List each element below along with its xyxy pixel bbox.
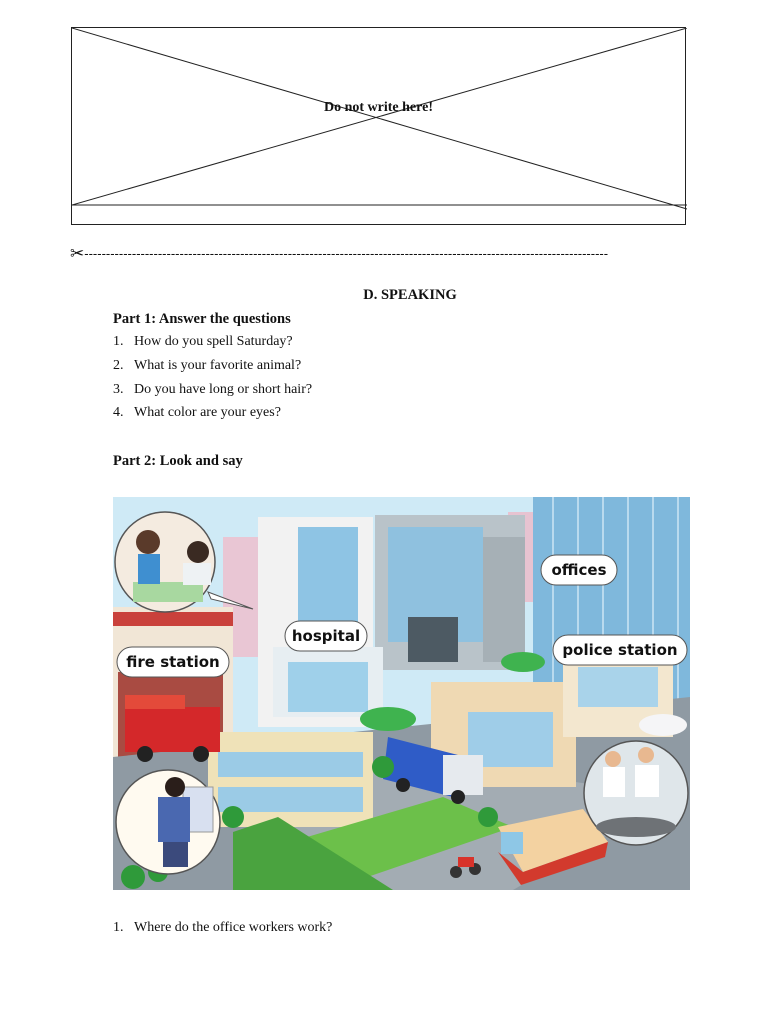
section-title: D. SPEAKING [363, 287, 457, 303]
question-number: 1. [113, 334, 124, 349]
question-number: 2. [113, 358, 124, 373]
question-text: Where do the office workers work? [134, 920, 333, 935]
label-police-station: police station [562, 641, 678, 659]
no-write-label: Do not write here! [324, 100, 433, 115]
part2-question [113, 920, 332, 936]
part1-title: Part 1: Answer the questions [113, 311, 291, 327]
part1-question [113, 334, 293, 350]
label-offices: offices [551, 561, 607, 579]
part1-question [113, 405, 281, 421]
cut-dashes: ------------------------------------------------------------------------------------------------------------------------- [84, 246, 609, 261]
question-text: What is your favorite animal? [134, 358, 302, 373]
part1-question [113, 358, 301, 374]
part1-question [113, 382, 312, 398]
question-number: 3. [113, 382, 124, 397]
scissors-icon: ✂ [70, 244, 85, 263]
cut-line [70, 244, 682, 264]
question-text: Do you have long or short hair? [134, 382, 313, 397]
city-illustration [113, 497, 690, 890]
question-number: 1. [113, 920, 124, 935]
question-number: 4. [113, 405, 124, 420]
no-write-box [71, 27, 686, 225]
label-fire-station: fire station [126, 653, 220, 671]
label-hospital: hospital [291, 627, 361, 645]
question-text: How do you spell Saturday? [134, 334, 293, 349]
part2-title: Part 2: Look and say [113, 453, 243, 469]
cross-lines [72, 28, 687, 226]
question-text: What color are your eyes? [134, 405, 281, 420]
